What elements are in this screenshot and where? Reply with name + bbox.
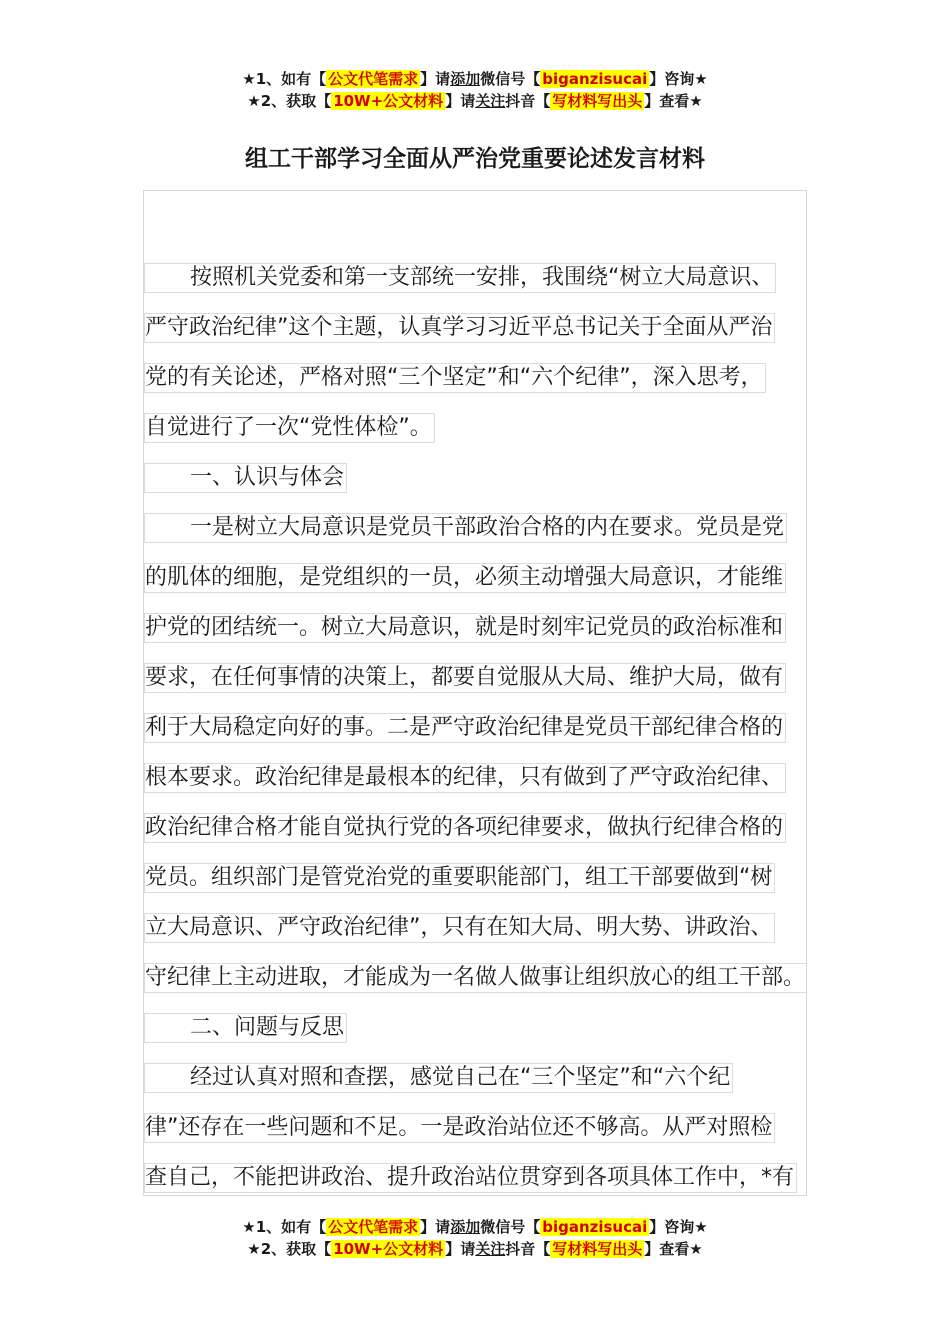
section-heading: 二、问题与反思 (144, 1013, 347, 1043)
text-line: 经过认真对照和查摆，感觉自己在“三个坚定”和“六个纪 (144, 1063, 733, 1093)
promo-text: 抖音【 (505, 1240, 551, 1258)
text-line: 党员。组织部门是管党治党的重要职能部门，组工干部要做到“树 (144, 863, 775, 893)
text-line: 护党的团结统一。树立大局意识，就是时刻牢记党员的政治标准和 (144, 613, 786, 643)
promo-text: 】请 (420, 1218, 451, 1236)
promo-highlight: 10W+公文材料 (333, 1240, 444, 1258)
promo-text: 抖音【 (505, 92, 551, 110)
promo-text: 】咨询★ (649, 70, 708, 88)
promo-text: 】请 (445, 1240, 476, 1258)
text-line: 自觉进行了一次“党性体检”。 (144, 413, 435, 443)
promo-footer (0, 1216, 950, 1260)
promo-text: ★1、如有【 (242, 70, 327, 88)
promo-wechat-id: biganzisucai (542, 70, 648, 88)
promo-underline: 关注 (475, 92, 506, 110)
text-line: 党的有关论述，严格对照“三个坚定”和“六个纪律”，深入思考， (144, 363, 766, 393)
promo-text: 】请 (445, 92, 476, 110)
text-line: 守纪律上主动进取，才能成为一名做人做事让组织放心的组工干部。 (144, 963, 807, 993)
text-line: 立大局意识、严守政治纪律”，只有在知大局、明大势、讲政治、 (144, 913, 775, 943)
text-line: 律”还存在一些问题和不足。一是政治站位还不够高。从严对照检 (144, 1113, 775, 1143)
text-line: 根本要求。政治纪律是最根本的纪律，只有做到了严守政治纪律、 (144, 763, 786, 793)
promo-text: 微信号【 (480, 1218, 541, 1236)
promo-douyin-id: 写材料写出头 (552, 92, 643, 110)
promo-text: 】请 (420, 70, 451, 88)
promo-underline: 添加 (450, 1218, 481, 1236)
promo-line-2 (0, 1238, 950, 1260)
text-line: 查自己，不能把讲政治、提升政治站位贯穿到各项具体工作中，*有 (144, 1163, 797, 1193)
section-heading: 一、认识与体会 (144, 463, 347, 493)
text-line: 要求，在任何事情的决策上，都要自觉服从大局、维护大局，做有 (144, 663, 786, 693)
promo-text: 微信号【 (480, 70, 541, 88)
promo-line-2 (0, 90, 950, 112)
text-line: 政治纪律合格才能自觉执行党的各项纪律要求，做执行纪律合格的 (144, 813, 786, 843)
promo-text: ★1、如有【 (242, 1218, 327, 1236)
promo-highlight: 公文代笔需求 (328, 1218, 419, 1236)
promo-highlight: 10W+公文材料 (333, 92, 444, 110)
promo-highlight: 公文代笔需求 (328, 70, 419, 88)
document-title: 组工干部学习全面从严治党重要论述发言材料 (245, 146, 705, 172)
text-line: 一是树立大局意识是党员干部政治合格的内在要求。党员是党 (144, 513, 787, 543)
promo-underline: 关注 (475, 1240, 506, 1258)
promo-text: 】查看★ (644, 1240, 703, 1258)
text-line: 的肌体的细胞，是党组织的一员，必须主动增强大局意识，才能维 (144, 563, 786, 593)
promo-douyin-id: 写材料写出头 (552, 1240, 643, 1258)
text-line: 利于大局稳定向好的事。二是严守政治纪律是党员干部纪律合格的 (144, 713, 786, 743)
promo-text: 】咨询★ (649, 1218, 708, 1236)
promo-underline: 添加 (450, 70, 481, 88)
promo-line-1 (0, 1216, 950, 1238)
text-line: 按照机关党委和第一支部统一安排，我围绕“树立大局意识、 (144, 263, 776, 293)
promo-text: ★2、获取【 (247, 1240, 332, 1258)
document-page (143, 190, 807, 1196)
text-line: 严守政治纪律”这个主题，认真学习习近平总书记关于全面从严治 (144, 313, 775, 343)
promo-line-1 (0, 68, 950, 90)
promo-wechat-id: biganzisucai (542, 1218, 648, 1236)
promo-header (0, 68, 950, 112)
promo-text: ★2、获取【 (247, 92, 332, 110)
promo-text: 】查看★ (644, 92, 703, 110)
